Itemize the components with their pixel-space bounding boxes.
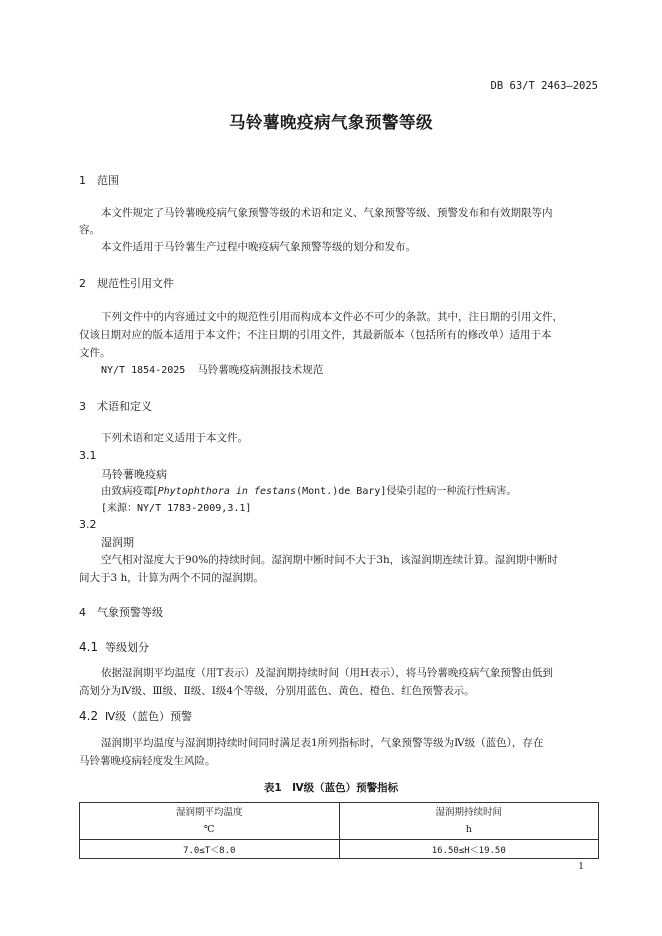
subsection-title: 等级划分 bbox=[105, 641, 149, 654]
reference-title: 马铃薯晚疫病测报技术规范 bbox=[197, 364, 324, 376]
section-heading-4 bbox=[79, 604, 163, 620]
paragraph-line: 马铃薯晚疫病轻度发生风险。 bbox=[79, 755, 216, 767]
subsection-heading-4-2 bbox=[79, 708, 192, 724]
column-unit: ℃ bbox=[203, 824, 215, 835]
section-heading-3 bbox=[79, 398, 152, 414]
section-title: 规范性引用文件 bbox=[97, 277, 174, 290]
definition-text: 由致病疫霉[ bbox=[101, 485, 158, 497]
table-header-cell bbox=[80, 803, 340, 840]
section-number: 2 bbox=[79, 277, 86, 290]
table-header-row bbox=[80, 803, 599, 840]
term-name: 湿润期 bbox=[101, 536, 134, 549]
column-header: 湿润期平均温度 bbox=[175, 807, 243, 818]
paragraph-line: 下列术语和定义适用于本文件。 bbox=[101, 432, 248, 444]
table-cell-duration: 16.50≤H＜19.50 bbox=[339, 840, 599, 859]
table-title: 表1 Ⅳ级（蓝色）预警指标 bbox=[263, 782, 399, 794]
table-header-cell bbox=[339, 803, 599, 840]
paragraph-line: 依据湿润期平均温度（用T表示）及湿润期持续时间（用H表示），将马铃薯晚疫病气象预警由低到 bbox=[101, 667, 553, 679]
section-heading-1 bbox=[79, 172, 119, 188]
normative-reference bbox=[101, 361, 323, 380]
document-title: 马铃薯晚疫病气象预警等级 bbox=[229, 113, 433, 132]
page-number: 1 bbox=[578, 862, 584, 872]
subsection-number: 4.2 bbox=[79, 709, 99, 723]
paragraph-line: 高划分为Ⅳ级、Ⅲ级、Ⅱ级、Ⅰ级4个等级，分别用蓝色、黄色、橙色、红色预警表示。 bbox=[79, 685, 475, 697]
paragraph-line: 本文件适用于马铃薯生产过程中晚疫病气象预警等级的划分和发布。 bbox=[101, 241, 416, 253]
term-source: [来源：NY/T 1783-2009,3.1] bbox=[101, 503, 252, 514]
table-cell-temperature: 7.0≤T＜8.0 bbox=[80, 840, 340, 859]
subsection-title: Ⅳ级（蓝色）预警 bbox=[105, 710, 193, 723]
section-title: 术语和定义 bbox=[97, 400, 152, 413]
term-name: 马铃薯晚疫病 bbox=[101, 468, 167, 481]
section-heading-2 bbox=[79, 275, 174, 291]
paragraph-line: 下列文件中的内容通过文中的规范性引用而构成本文件必不可少的条款。其中，注日期的引用文件， bbox=[101, 311, 563, 323]
paragraph-line: 间大于3 h，计算为两个不同的湿润期。 bbox=[79, 572, 264, 584]
term-definition bbox=[101, 482, 516, 501]
subsection-heading-4-1 bbox=[79, 639, 149, 655]
term-number: 3.1 bbox=[79, 449, 97, 462]
section-title: 范围 bbox=[97, 174, 119, 187]
section-title: 气象预警等级 bbox=[97, 606, 163, 619]
paragraph-line: 本文件规定了马铃薯晚疫病气象预警等级的术语和定义、气象预警等级、预警发布和有效期限等内 bbox=[101, 207, 553, 219]
standard-code: DB 63/T 2463—2025 bbox=[490, 80, 598, 92]
term-number: 3.2 bbox=[79, 518, 97, 531]
paragraph-line: 仅该日期对应的版本适用于本文件；不注日期的引用文件，其最新版本（包括所有的修改单）适用于本 bbox=[79, 329, 552, 341]
subsection-number: 4.1 bbox=[79, 640, 99, 654]
section-number: 1 bbox=[79, 174, 86, 187]
definition-text: (Mont.)de Bary]侵染引起的一种流行性病害。 bbox=[296, 486, 517, 497]
column-unit: h bbox=[465, 824, 472, 835]
latin-name: Phytophthora in festans bbox=[157, 486, 297, 497]
paragraph-line: 容。 bbox=[79, 224, 100, 236]
table-row bbox=[80, 840, 599, 859]
reference-code: NY/T 1854-2025 bbox=[101, 365, 186, 376]
paragraph-line: 湿润期平均温度与湿润期持续时间同时满足表1所列指标时，气象预警等级为Ⅳ级（蓝色），存在 bbox=[101, 737, 544, 749]
section-number: 3 bbox=[79, 400, 86, 413]
column-header: 湿润期持续时间 bbox=[435, 807, 502, 818]
section-number: 4 bbox=[79, 606, 86, 619]
warning-index-table bbox=[79, 802, 599, 859]
paragraph-line: 文件。 bbox=[79, 347, 111, 359]
paragraph-line: 空气相对湿度大于90%的持续时间。湿润期中断时间不大于3h，该湿润期连续计算。湿润期中断时 bbox=[101, 554, 558, 566]
